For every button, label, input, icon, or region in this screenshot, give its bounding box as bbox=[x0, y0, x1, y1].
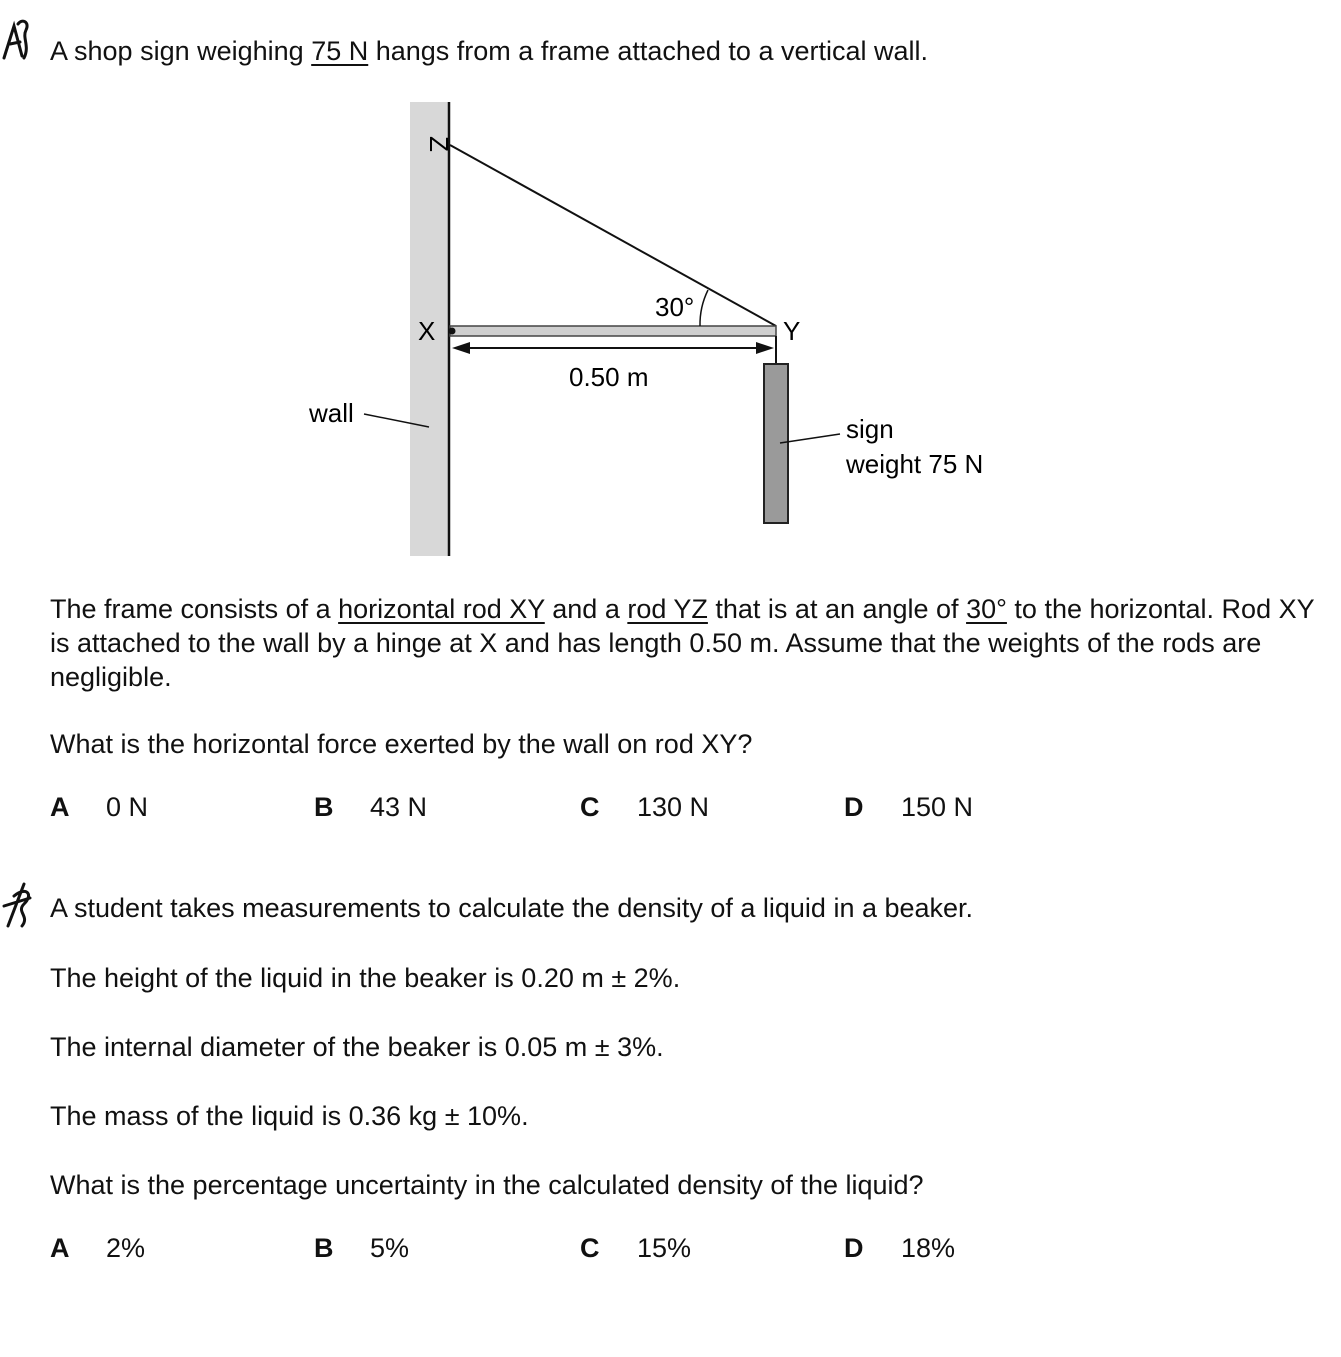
q2-option-c-letter[interactable]: C bbox=[580, 1233, 600, 1263]
q1-body-part-5: that is at an angle of bbox=[707, 594, 967, 624]
length-label: 0.50 m bbox=[569, 362, 649, 392]
q2-stem: A student takes measurements to calculate the density of a liquid in a beaker. bbox=[50, 893, 974, 923]
q2-option-b-value[interactable]: 5% bbox=[370, 1233, 410, 1263]
q2-option-a-letter[interactable]: A bbox=[50, 1233, 70, 1263]
handwritten-mark-q2 bbox=[0, 876, 40, 936]
q1-body-part-1: The frame consists of a bbox=[50, 594, 339, 624]
q1-body-part-7: to the horizontal. Rod XY is attached to the wall by a hinge at X and has length 0.50 m. Assume that the weights of the rods are negligible. bbox=[50, 594, 1315, 692]
q2-option-c-value[interactable]: 15% bbox=[637, 1233, 692, 1263]
q1-body-rod-yz: rod YZ bbox=[627, 594, 708, 624]
q1-option-c-letter[interactable]: C bbox=[580, 792, 600, 822]
sign bbox=[764, 364, 788, 523]
q1-option-c-value[interactable]: 130 N bbox=[637, 792, 710, 822]
q1-option-a-value[interactable]: 0 N bbox=[106, 792, 149, 822]
q2-option-d-value[interactable]: 18% bbox=[901, 1233, 956, 1263]
q1-body bbox=[50, 592, 1330, 694]
q2-option-b-letter[interactable]: B bbox=[314, 1233, 334, 1263]
label-x: X bbox=[418, 316, 436, 346]
sign-label: sign bbox=[846, 414, 894, 444]
sign-weight-label: weight 75 N bbox=[846, 449, 984, 479]
q1-option-b-value[interactable]: 43 N bbox=[370, 792, 428, 822]
arrowhead-left bbox=[452, 342, 470, 354]
hinge-x bbox=[449, 328, 456, 335]
rod-xy bbox=[450, 326, 776, 336]
q1-option-a-letter[interactable]: A bbox=[50, 792, 70, 822]
angle-label: 30° bbox=[655, 292, 695, 322]
q2-option-d-letter[interactable]: D bbox=[844, 1233, 864, 1263]
wall-label: wall bbox=[309, 398, 354, 428]
angle-arc bbox=[700, 290, 708, 326]
q1-question: What is the horizontal force exerted by the wall on rod XY? bbox=[50, 729, 753, 759]
label-y: Y bbox=[783, 316, 801, 346]
label-z: Z bbox=[424, 136, 454, 152]
q1-option-b-letter[interactable]: B bbox=[314, 792, 334, 822]
q1-option-d-letter[interactable]: D bbox=[844, 792, 864, 822]
q2-option-a-value[interactable]: 2% bbox=[106, 1233, 146, 1263]
q2-diameter-line: The internal diameter of the beaker is 0.05 m ± 3%. bbox=[50, 1032, 664, 1062]
rod-yz bbox=[450, 145, 776, 326]
q1-body-angle: 30° bbox=[966, 594, 1007, 624]
frame-diagram bbox=[0, 0, 1341, 570]
q2-mass-line: The mass of the liquid is 0.36 kg ± 10%. bbox=[50, 1101, 529, 1131]
q1-stem-part-1: A shop sign weighing bbox=[50, 36, 312, 66]
q1-stem-part-3: hangs from a frame attached to a vertical wall. bbox=[368, 36, 928, 66]
arrowhead-right bbox=[756, 342, 774, 354]
q2-question: What is the percentage uncertainty in the calculated density of the liquid? bbox=[50, 1170, 924, 1200]
q1-body-rod-xy: horizontal rod XY bbox=[338, 594, 545, 624]
q1-stem-weight: 75 N bbox=[311, 36, 369, 66]
q1-body-part-3: and a bbox=[544, 594, 628, 624]
q2-height-line: The height of the liquid in the beaker is 0.20 m ± 2%. bbox=[50, 963, 681, 993]
q1-option-d-value[interactable]: 150 N bbox=[901, 792, 974, 822]
